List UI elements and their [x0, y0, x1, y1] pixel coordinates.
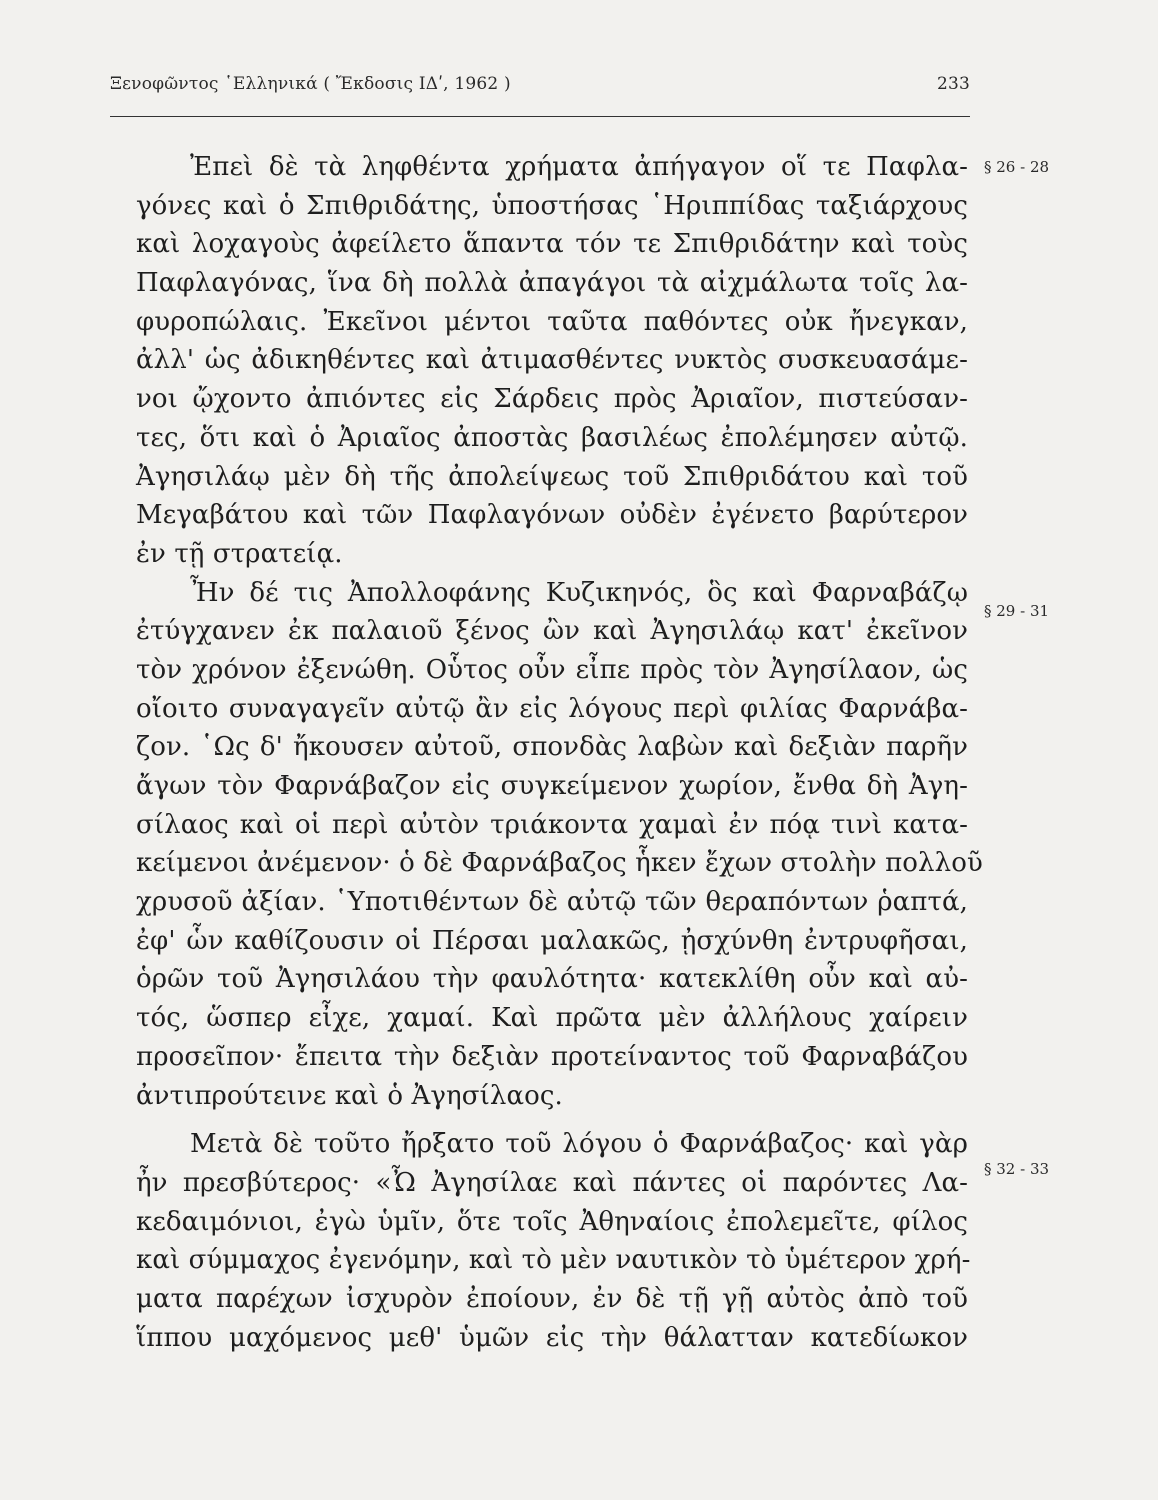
text-line: ἐφ' ὧν καθίζουσιν οἱ Πέρσαι μαλακῶς, ᾐσχύνθη ἐντρυφῆσαι,	[136, 925, 968, 956]
paragraph-2	[136, 574, 983, 1116]
text-line: Παφλαγόνας, ἵνα δὴ πολλὰ ἀπαγάγοι τὰ αἰχμάλωτα τοῖς λα-	[136, 268, 968, 299]
text-line: ἀλλ' ὡς ἀδικηθέντες καὶ ἀτιμασθέντες νυκτὸς συσκευασάμε-	[136, 345, 968, 376]
text-line: ζον. ῾Ως δ' ἤκουσεν αὐτοῦ, σπονδὰς λαβὼν καὶ δεξιὰν παρῆν	[136, 732, 968, 763]
text-line: σίλαος καὶ οἱ περὶ αὐτὸν τριάκοντα χαμαὶ ἐν πόᾳ τινὶ κατα-	[136, 809, 968, 840]
text-line: ἀντιπρούτεινε καὶ ὁ Ἀγησίλαος.	[136, 1080, 563, 1111]
text-line: Μετὰ δὲ τοῦτο ἤρξατο τοῦ λόγου ὁ Φαρνάβαζος· καὶ γὰρ	[190, 1129, 968, 1160]
text-line: τός, ὥσπερ εἶχε, χαμαί. Καὶ πρῶτα μὲν ἀλλήλους χαίρειν	[136, 1003, 968, 1034]
text-line: προσεῖπον· ἔπειτα τὴν δεξιὰν προτείναντος τοῦ Φαρναβάζου	[136, 1041, 968, 1072]
paragraph-3	[136, 1125, 971, 1357]
margin-ref-32-33: § 32 - 33	[984, 1160, 1050, 1178]
text-line: κεδαιμόνιοι, ἐγὼ ὑμῖν, ὅτε τοῖς Ἀθηναίοις ἐπολεμεῖτε, φίλος	[136, 1206, 968, 1237]
text-line: Ἀγησιλάῳ μὲν δὴ τῆς ἀπολείψεως τοῦ Σπιθριδάτου καὶ τοῦ	[136, 461, 968, 492]
text-line: κείμενοι ἀνέμενον· ὁ δὲ Φαρνάβαζος ἧκεν ἔχων στολὴν πολλοῦ	[136, 848, 983, 879]
text-line: Ἦν δέ τις Ἀπολλοφάνης Κυζικηνός, ὃς καὶ Φαρναβάζῳ	[190, 577, 968, 608]
text-line: Ἐπεὶ δὲ τὰ ληφθέντα χρήματα ἀπήγαγον οἵ τε Παφλα-	[190, 152, 968, 182]
text-line: νοι ᾤχοντο ἀπιόντες εἰς Σάρδεις πρὸς Ἀριαῖον, πιστεύσαν-	[136, 384, 968, 415]
text-line: ἄγων τὸν Φαρνάβαζον εἰς συγκείμενον χωρίον, ἔνθα δὴ Ἀγη-	[136, 771, 968, 801]
text-line: ματα παρέχων ἰσχυρὸν ἐποίουν, ἐν δὲ τῇ γῇ αὐτὸς ἀπὸ τοῦ	[136, 1283, 968, 1314]
running-header	[110, 74, 970, 94]
margin-ref-29-31: § 29 - 31	[984, 602, 1050, 620]
text-line: ὁρῶν τοῦ Ἀγησιλάου τὴν φαυλότητα· κατεκλίθη οὖν καὶ αὐ-	[136, 964, 968, 995]
text-line: καὶ λοχαγοὺς ἀφείλετο ἅπαντα τόν τε Σπιθριδάτην καὶ τοὺς	[136, 229, 968, 260]
body-text	[136, 148, 983, 1357]
text-line: οἴοιτο συναγαγεῖν αὐτῷ ἂν εἰς λόγους περὶ φιλίας Φαρνάβα-	[136, 693, 968, 724]
text-line: γόνες καὶ ὁ Σπιθριδάτης, ὑποστήσας ῾Ηριππίδας ταξιάρχους	[136, 190, 968, 221]
text-line: τες, ὅτι καὶ ὁ Ἀριαῖος ἀποστὰς βασιλέως ἐπολέμησεν αὐτῷ.	[136, 422, 968, 453]
text-line: Μεγαβάτου καὶ τῶν Παφλαγόνων οὐδὲν ἐγένετο βαρύτερον	[136, 500, 968, 531]
text-line: φυροπώλαις. Ἐκεῖνοι μέντοι ταῦτα παθόντες οὐκ ἤνεγκαν,	[136, 306, 968, 337]
running-title: Ξενοφῶντος ῾Ελληνικά ( Ἔκδοσις ΙΔʹ, 1962 )	[110, 74, 511, 94]
text-line: ἵππου μαχόμενος μεθ' ὑμῶν εἰς τὴν θάλατταν κατεδίωκον	[136, 1322, 968, 1353]
paragraph-1	[136, 148, 968, 574]
text-line: χρυσοῦ ἀξίαν. ῾Υποτιθέντων δὲ αὐτῷ τῶν θεραπόντων ῥαπτά,	[136, 887, 968, 918]
text-line: ἐτύγχανεν ἐκ παλαιοῦ ξένος ὢν καὶ Ἀγησιλάῳ κατ' ἐκεῖνον	[136, 616, 968, 647]
text-line: ἦν πρεσβύτερος· «Ὦ Ἀγησίλαε καὶ πάντες οἱ παρόντες Λα-	[136, 1167, 968, 1198]
text-line: τὸν χρόνον ἐξενώθη. Οὗτος οὖν εἶπε πρὸς τὸν Ἀγησίλαον, ὡς	[136, 654, 968, 685]
margin-ref-26-28: § 26 - 28	[984, 158, 1050, 176]
text-line: ἐν τῇ στρατείᾳ.	[136, 538, 343, 569]
page-number: 233	[936, 74, 970, 94]
text-line: καὶ σύμμαχος ἐγενόμην, καὶ τὸ μὲν ναυτικὸν τὸ ὑμέτερον χρή-	[136, 1245, 971, 1276]
header-rule	[110, 116, 970, 117]
